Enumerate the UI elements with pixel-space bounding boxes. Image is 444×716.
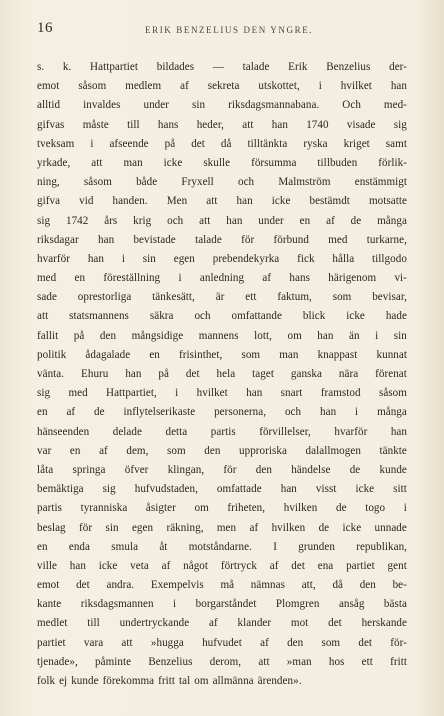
text-line: var en af dem, som den upproriska dalallmogen tänkte xyxy=(37,444,407,457)
text-line: en af de inflytelserikaste personerna, och han i många xyxy=(37,406,407,419)
page-header xyxy=(37,20,406,40)
text-line: hänseenden delade detta partis förvillelser, hvarför han xyxy=(37,425,407,438)
text-line: en enda smula åt motståndarne. I grunden republikan, xyxy=(37,540,407,553)
text-line: s. k. Hattpartiet bildades — talade Erik Benzelius der- xyxy=(37,61,407,73)
text-line: tjenade», påminte Benzelius derom, att »man hos ett fritt xyxy=(37,655,407,668)
text-line: riksdagar han bevistade talade för förbund med turkarne, xyxy=(37,233,407,246)
text-line: kante riksdagsmannen i borgarståndet Plomgren ansåg bästa xyxy=(37,598,407,611)
text-line: att statsmannens säkra och omfattande blick icke hade xyxy=(37,310,407,323)
text-line: bemäktiga sig hufvudstaden, omfattade han visst icke sitt xyxy=(37,483,407,496)
text-line: beslag för sin egen räkning, men af hvilken de icke unnade xyxy=(37,521,407,534)
text-line: sade oprestorliga tänkesätt, är ett faktum, som bevisar, xyxy=(37,291,407,304)
text-line: medlet till undertryckande af klander mot det herskande xyxy=(37,617,407,630)
text-line: emot såsom medlem af sekreta utskottet, i hvilket han xyxy=(37,80,407,93)
text-line: fallit på den mångsidige mannens lott, om han än i sin xyxy=(37,329,407,342)
text-line: gifva vid handen. Men att han icke bestämdt motsatte xyxy=(37,195,407,208)
text-line: låta springa öfver klingan, för den händelse de kunde xyxy=(37,463,407,476)
body-text xyxy=(37,58,407,691)
text-line: sig 1742 års krig och att han under en af de många xyxy=(37,214,407,227)
text-line: politik ådagalade en frisinthet, som man knappast kunnat xyxy=(37,348,407,361)
text-line: hvarför han i sin egen prebendekyrka fick hålla tillgodo xyxy=(37,252,407,265)
text-line: gifvas måste till hans heder, att han 1740 visade sig xyxy=(37,118,407,131)
text-line: yrkade, att man icke skulle försumma tillbuden förlik- xyxy=(37,156,407,169)
text-line: ville han icke veta af något förtryck af det ena partiet gent xyxy=(37,559,407,572)
running-head: ERIK BENZELIUS DEN YNGRE. xyxy=(145,25,314,35)
text-line: tveksam i afseende på det då tilltänkta ryska kriget samt xyxy=(37,137,407,150)
text-line: emot det andra. Exempelvis må nämnas att, då den be- xyxy=(37,579,407,592)
text-line: partis tyranniska åsigter om friheten, hvilken de togo i xyxy=(37,502,407,515)
text-line: vänta. Ehuru han på det hela taget ganska nära förenat xyxy=(37,368,407,380)
text-line: alltid invaldes under sin riksdagsmannabana. Och med- xyxy=(37,99,407,112)
text-line: med en föreställning i anledning af hans härigenom vi- xyxy=(37,272,407,285)
page-number: 16 xyxy=(37,20,53,36)
text-line: ning, såsom både Fryxell och Malmström enstämmigt xyxy=(37,176,407,189)
text-line: folk ej kunde förekomma fritt tal om allmänna ärenden». xyxy=(37,675,302,687)
text-line: partiet vara att »hugga hufvudet af den som det för- xyxy=(37,636,407,649)
text-line: sig med Hattpartiet, i hvilket han snart framstod såsom xyxy=(37,387,407,400)
